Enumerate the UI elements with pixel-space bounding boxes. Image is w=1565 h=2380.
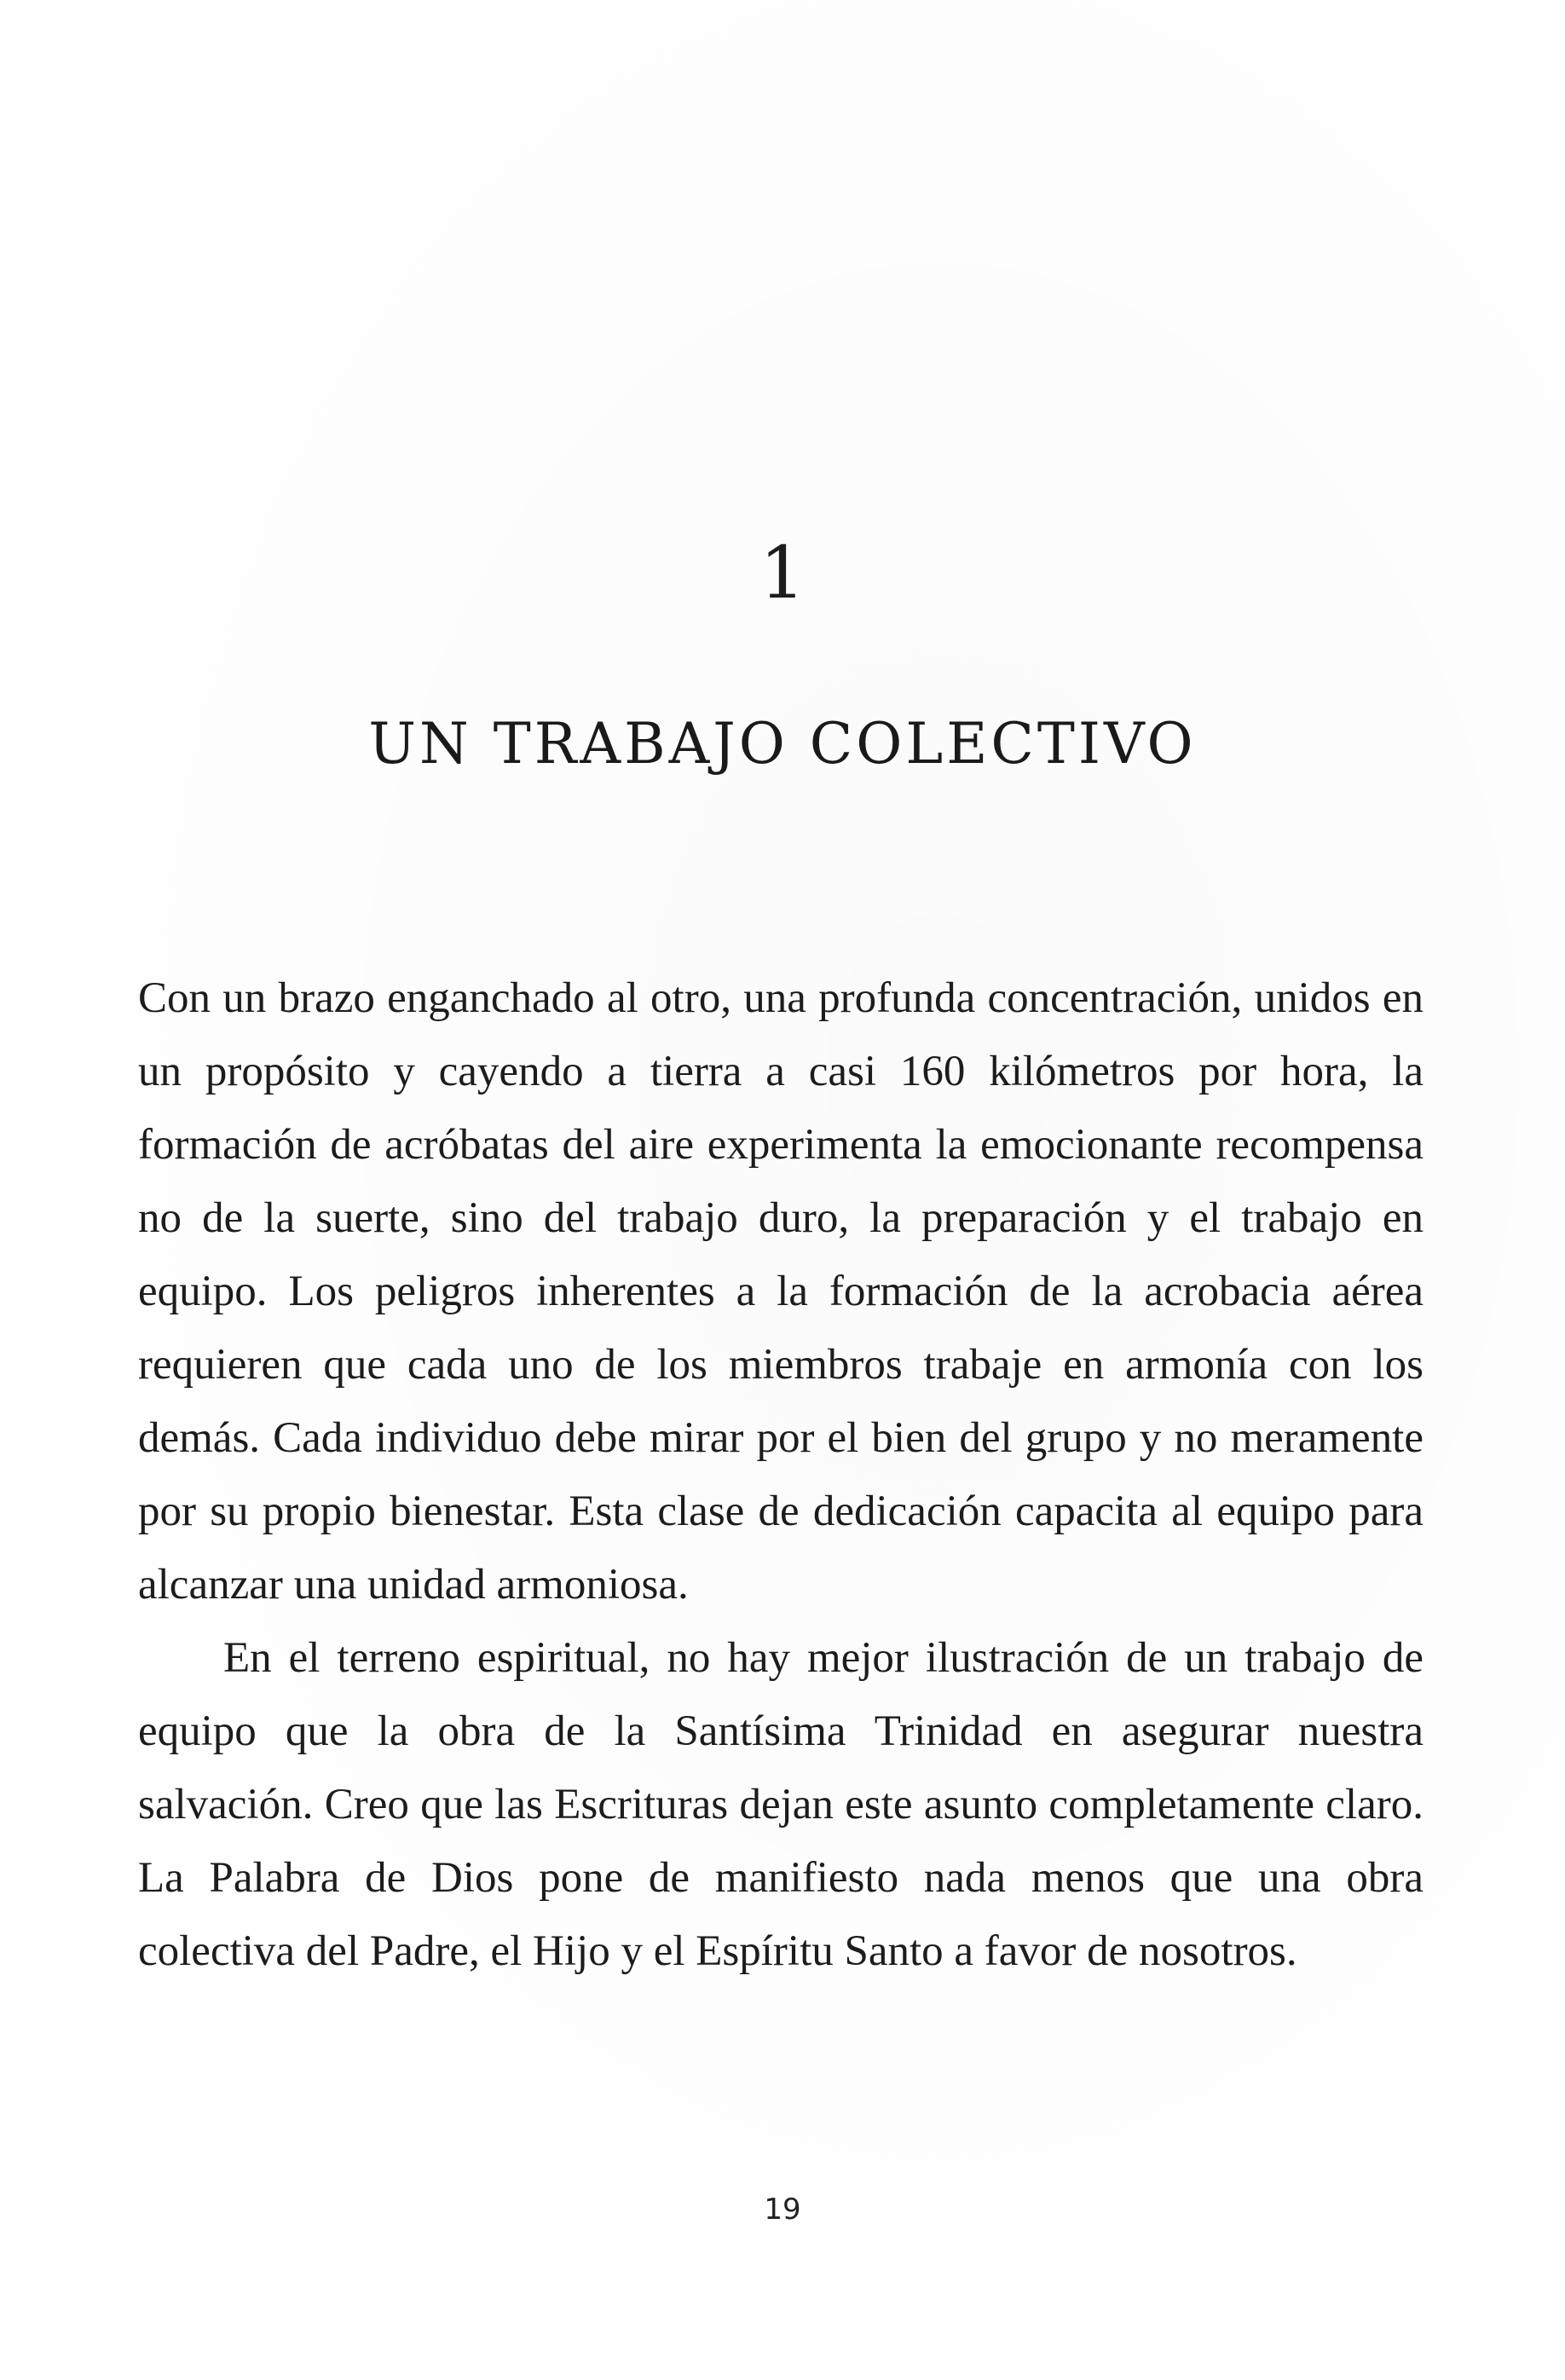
chapter-title: UN TRABAJO COLECTIVO xyxy=(368,711,1197,777)
paragraph: En el terreno espiritual, no hay mejor ilustración de un trabajo de equipo que la obra de la Santísima Trinidad en asegurar nuestra salvación. Creo que las Escrituras dejan este asunto completamente claro. La Palabra de Dios pone de manifiesto nada menos que una obra colectiva del Padre, el Hijo y el Espíritu Santo a favor de nosotros. xyxy=(138,1634,1424,1975)
chapter-number: 1 xyxy=(759,531,806,615)
page-number: 19 xyxy=(764,2192,801,2227)
paragraph: Con un brazo enganchado al otro, una profunda concentración, unidos en un propósito y cayendo a tierra a casi 160 kilómetros por hora, la formación de acróbatas del aire experimenta la emocionante recompensa no de la suerte, sino del trabajo duro, la preparación y el trabajo en equipo. Los peligros inherentes a la formación de la acrobacia aérea requieren que cada uno de los miembros trabaje en armonía con los demás. Cada individuo debe mirar por el bien del grupo y no meramente por su propio bienestar. Esta clase de dedicación capacita al equipo para alcanzar una unidad armoniosa. xyxy=(138,974,1424,1609)
body-text xyxy=(138,962,1424,1988)
